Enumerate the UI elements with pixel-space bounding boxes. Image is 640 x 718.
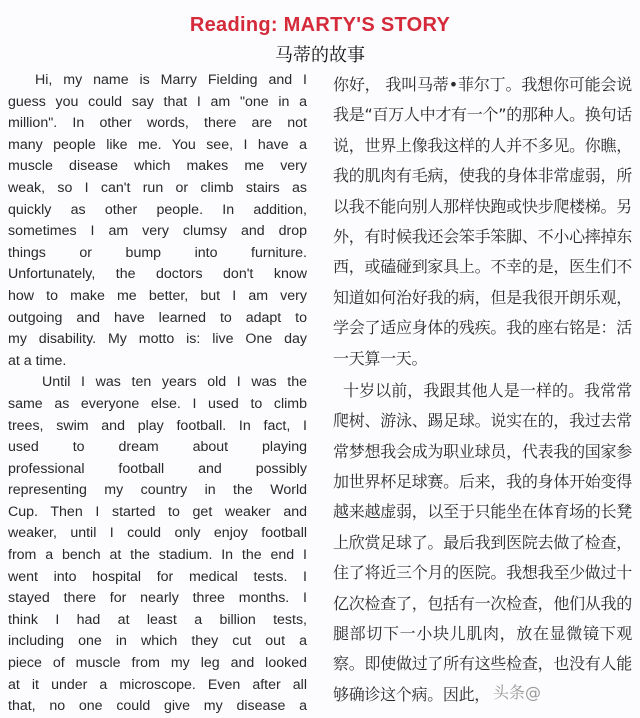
chinese-line: 说，世界上像我这样的人并不多见。你瞧， [333, 135, 632, 155]
english-line: trees, swim and play football. In fact, I [8, 417, 307, 434]
chinese-line: 你好， 我叫马蒂•菲尔丁。我想你可能会说 [333, 75, 632, 94]
chinese-line: 一天算一天。 [333, 348, 428, 368]
english-line: professional football and possibly [8, 460, 307, 477]
chinese-line: 加世界杯足球赛。后来，我的身体开始变得 [333, 472, 632, 492]
english-line: piece of muscle from my leg and looked [8, 655, 307, 672]
chinese-line: 我的肌肉有毛病，使我的身体非常虚弱，所 [333, 166, 632, 186]
chinese-line: 我是“百万人中才有一个”的那种人。换句话 [333, 105, 632, 125]
page-subtitle: 马蒂的故事 [275, 45, 365, 66]
english-line: how to make me better, but I am very [8, 287, 307, 304]
english-line: my disability. My motto is: live One day [8, 331, 307, 348]
chinese-line: 学会了适应身体的残疾。我的座右铭是：活 [333, 318, 632, 338]
chinese-line: 以我不能向别人那样快跑或快步爬楼梯。另 [333, 196, 632, 216]
english-line: Until I was ten years old I was the [42, 374, 307, 391]
english-line: million". In other words, there are not [8, 115, 307, 132]
english-line: quickly as other people. In addition, [8, 201, 307, 218]
english-line: stayed there for nearly three months. I [8, 590, 307, 607]
chinese-line: 西，或磕碰到家具上。不幸的是，医生们不 [333, 257, 632, 277]
english-line: sometimes I am very clumsy and drop [8, 223, 307, 240]
english-line: same as everyone else. I used to climb [8, 395, 307, 412]
chinese-line: 腿部切下一小块儿肌肉，放在显微镜下观 [333, 624, 632, 644]
english-line: muscle disease which makes me very [8, 158, 307, 175]
english-line: representing my country in the World [8, 482, 307, 499]
english-line: including one in which they cut out a [8, 633, 307, 650]
watermark: 头条@ [493, 683, 542, 702]
chinese-line: 察。即使做过了所有这些检查，也没有人能 [333, 654, 632, 674]
english-line: Unfortunately, the doctors don't know [8, 266, 307, 283]
english-line: outgoing and have learned to adapt to [8, 309, 307, 326]
english-line: at a time. [8, 352, 67, 369]
chinese-line: 爬树、游泳、踢足球。说实在的，我过去常 [333, 411, 632, 431]
chinese-line: 够确诊这个病。因此， [333, 684, 491, 704]
english-line: used to dream about playing [8, 439, 307, 456]
english-line: from a bench at the stadium. In the end I [8, 547, 307, 564]
english-line: many people like me. You see, I have a [8, 136, 307, 153]
page-title: Reading: MARTY'S STORY [189, 14, 451, 36]
chinese-line: 上欣赏足球了。最后我到医院去做了检查， [333, 532, 632, 552]
english-line: at it under a microscope. Even after all [8, 676, 307, 693]
english-line: went into hospital for medical tests. I [8, 568, 307, 585]
english-text-column [8, 70, 307, 718]
english-line: weaker, until I could only enjoy football [8, 525, 307, 542]
english-line: think I had at least a billion tests, [8, 611, 307, 628]
english-line: guess you could say that I am "one in a [8, 93, 307, 110]
english-line: that, no one could give my disease a [8, 698, 307, 715]
chinese-line: 外，有时候我还会笨手笨脚、不小心摔掉东 [333, 226, 632, 246]
chinese-line: 十岁以前，我跟其他人是一样的。我常常 [343, 380, 632, 400]
english-line: Cup. Then I started to get weaker and [8, 503, 307, 520]
chinese-line: 亿次检查了，包括有一次检查，他们从我的 [333, 593, 632, 613]
chinese-line: 越来越虚弱，以至于只能坐在体育场的长凳 [333, 502, 632, 522]
english-line: things or bump into furniture. [8, 244, 307, 261]
english-line: weak, so I can't run or climb stairs as [8, 179, 307, 196]
chinese-line: 知道如何治好我的病，但是我很开朗乐观， [333, 287, 632, 307]
chinese-line: 常梦想我会成为职业球员，代表我的国家参 [333, 441, 632, 461]
english-line: Hi, my name is Marry Fielding and I [35, 72, 307, 88]
chinese-line: 住了将近三个月的医院。我想我至少做过十 [333, 563, 632, 583]
chinese-text-column [333, 70, 632, 710]
